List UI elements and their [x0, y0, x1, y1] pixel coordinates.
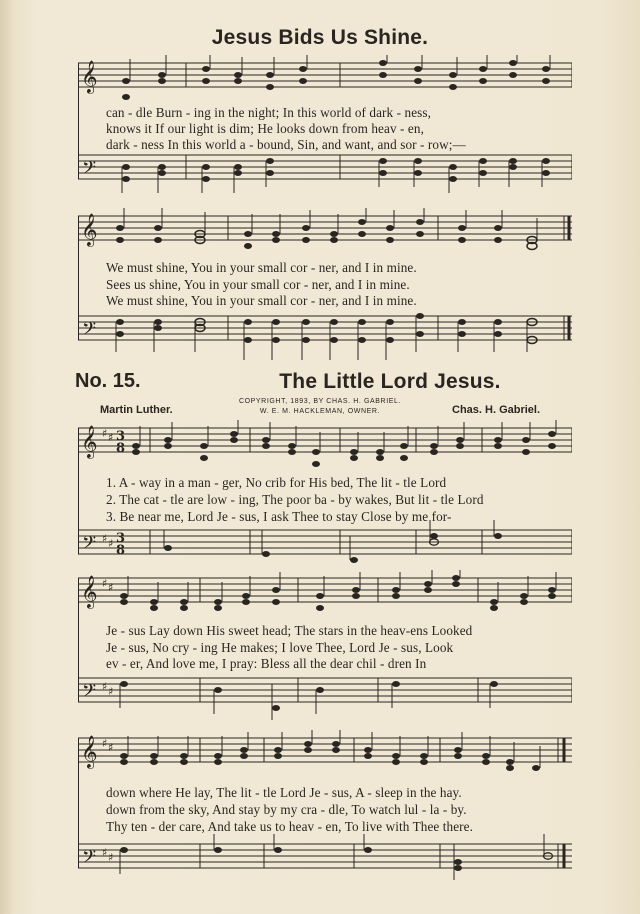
lyric-verse-2: down from the sky, And stay by my cra - dle, To watch lul - la - by. [106, 802, 467, 817]
svg-text:𝄢: 𝄢 [82, 847, 97, 872]
svg-text:𝄢: 𝄢 [82, 681, 97, 706]
svg-text:♯: ♯ [102, 737, 108, 750]
hymn-number: No. 15. [75, 370, 141, 392]
svg-text:♯: ♯ [102, 846, 108, 859]
svg-text:𝄞: 𝄞 [81, 575, 98, 608]
svg-text:♯: ♯ [108, 685, 114, 698]
svg-text:𝄢: 𝄢 [82, 158, 97, 183]
svg-text:𝄢: 𝄢 [82, 319, 97, 344]
copyright-line: COPYRIGHT, 1893, BY CHAS. H. GABRIEL. [238, 398, 402, 405]
music-system [78, 55, 572, 200]
lyric-verse-1: can - dle Burn - ing in the night; In this world of dark - ness, [106, 105, 432, 120]
svg-text:♯: ♯ [102, 532, 108, 545]
lyric-verse-3: 3. Be near me, Lord Je - sus, I ask Thee to stay Close by me for- [106, 509, 452, 524]
svg-text:♯: ♯ [102, 427, 108, 440]
lyric-verse-2: Sees us shine, You in your small cor - ner, and I in mine. [106, 277, 410, 292]
music-system [78, 570, 572, 725]
lyric-verse-1: down where He lay, The lit - tle Lord Je - sus, A - sleep in the hay. [106, 785, 462, 800]
svg-text:𝄞: 𝄞 [81, 60, 98, 93]
music-system [78, 208, 572, 363]
lyric-verse-1: We must shine, You in your small cor - ner, and I in mine. [106, 260, 417, 275]
svg-text:3: 3 [116, 531, 126, 546]
lyric-verse-2: knows it If our light is dim; He looks down from heav - en, [106, 121, 424, 136]
svg-text:𝄞: 𝄞 [81, 213, 98, 246]
svg-text:♯: ♯ [108, 851, 114, 864]
lyric-verse-2: Je - sus, No cry - ing He makes; I love Thee, Lord Je - sus, Look [106, 640, 454, 655]
svg-text:𝄞: 𝄞 [81, 425, 98, 458]
lyric-verse-1: Je - sus Lay down His sweet head; The stars in the heav-ens Looked [106, 623, 473, 638]
svg-text:♯: ♯ [108, 581, 114, 594]
lyric-verse-3: Thy ten - der care, And take us to heav - en, To live with Thee there. [106, 819, 474, 834]
svg-text:♯: ♯ [108, 537, 114, 550]
svg-text:♯: ♯ [102, 680, 108, 693]
lyric-verse-3: ev - er, And love me, I pray: Bless all the dear chil - dren In [106, 656, 427, 671]
hymn-title-little-lord-jesus: The Little Lord Jesus. [279, 370, 501, 393]
author-credit: Martin Luther. [100, 404, 173, 416]
music-system [78, 730, 572, 890]
lyric-verse-3: dark - ness In this world a - bound, Sin, and want, and sor - row;— [106, 137, 466, 152]
lyric-verse-3: We must shine, You in your small cor - ner, and I in mine. [106, 293, 417, 308]
svg-text:8: 8 [116, 543, 126, 558]
hymn-title-jesus-bids-us-shine: Jesus Bids Us Shine. [211, 26, 429, 49]
svg-text:8: 8 [116, 441, 126, 456]
svg-text:♯: ♯ [108, 741, 114, 754]
svg-text:𝄞: 𝄞 [81, 735, 98, 768]
composer-credit: Chas. H. Gabriel. [452, 404, 541, 416]
lyric-verse-1: 1. A - way in a man - ger, No crib for His bed, The lit - tle Lord [106, 475, 447, 490]
copyright-owner: W. E. M. HACKLEMAN, OWNER. [259, 408, 381, 415]
svg-text:3: 3 [116, 429, 126, 444]
svg-text:𝄢: 𝄢 [82, 533, 97, 558]
lyric-verse-2: 2. The cat - tle are low - ing, The poor ba - by wakes, But lit - tle Lord [106, 492, 484, 507]
music-system [78, 420, 572, 570]
svg-text:♯: ♯ [102, 577, 108, 590]
svg-text:♯: ♯ [108, 431, 114, 444]
